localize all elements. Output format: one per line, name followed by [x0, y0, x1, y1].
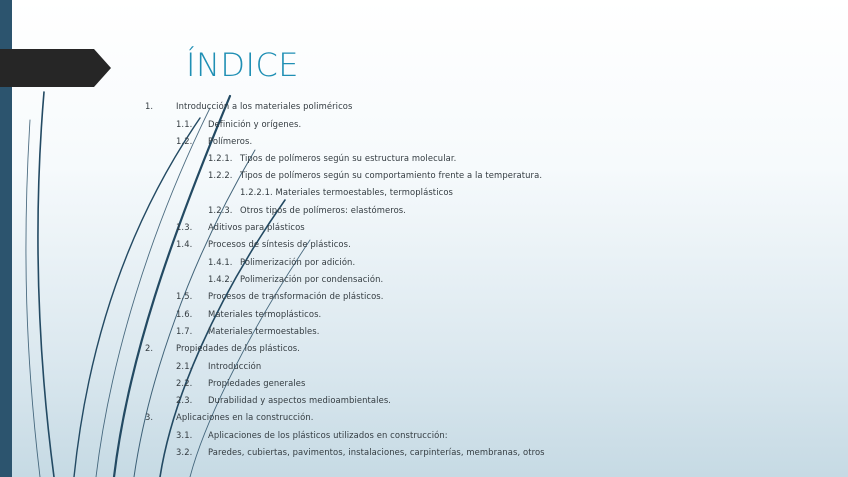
toc-item-number: 1.2.2. — [208, 170, 233, 180]
toc-item-number: 3.1. — [176, 430, 193, 440]
toc-item-text: 1.2.2.1. Materiales termoestables, termoplásticos — [240, 187, 454, 197]
toc-item-number: 2.3. — [176, 395, 193, 405]
toc-item-number: 1.3. — [176, 222, 193, 232]
toc-item — [176, 309, 838, 321]
toc-item-text: Definición y orígenes. — [208, 119, 302, 129]
toc-item — [208, 170, 838, 182]
toc-item-text: Aplicaciones en la construcción. — [176, 412, 314, 422]
toc-item — [145, 101, 838, 113]
toc-item — [176, 239, 838, 251]
toc-item — [176, 361, 838, 373]
toc-item-text: Paredes, cubiertas, pavimentos, instalaciones, carpinterías, membranas, otros — [208, 447, 545, 457]
toc-item — [176, 447, 838, 459]
toc-item-number: 1.2.1. — [208, 153, 233, 163]
toc-item-number: 2. — [145, 343, 154, 353]
toc-item-number: 1.6. — [176, 309, 193, 319]
toc-item-text: Otros tipos de polímeros: elastómeros. — [240, 205, 407, 215]
toc-item-text: Durabilidad y aspectos medioambientales. — [208, 395, 392, 405]
toc-item — [176, 326, 838, 338]
toc-item-text: Procesos de transformación de plásticos. — [208, 291, 384, 301]
toc-item-number: 1.2.3. — [208, 205, 233, 215]
toc-item-number: 1.4.1. — [208, 257, 233, 267]
toc-item — [176, 119, 838, 131]
toc-item-text: Materiales termoestables. — [208, 326, 320, 336]
toc-item — [176, 136, 838, 148]
toc-item — [176, 430, 838, 442]
toc-item-text: Aplicaciones de los plásticos utilizados en construcción: — [208, 430, 448, 440]
toc-item-number: 3.2. — [176, 447, 193, 457]
toc-item-text: Tipos de polímeros según su estructura molecular. — [240, 153, 457, 163]
toc-item-text: Propiedades generales — [208, 378, 306, 388]
toc-item — [176, 378, 838, 390]
toc-item — [208, 257, 838, 269]
toc-item-text: Polímeros. — [208, 136, 253, 146]
toc-item-number: 1. — [145, 101, 154, 111]
toc-item — [208, 205, 838, 217]
toc-item-number: 1.2. — [176, 136, 193, 146]
toc-item-text: Polimerización por adición. — [240, 257, 356, 267]
toc-item-number: 1.1. — [176, 119, 193, 129]
toc-item-number: 1.5. — [176, 291, 193, 301]
toc-item-number: 1.4. — [176, 239, 193, 249]
toc-item-number: 2.2. — [176, 378, 193, 388]
toc-item-text: Tipos de polímeros según su comportamiento frente a la temperatura. — [240, 170, 543, 180]
toc-item — [208, 153, 838, 165]
toc-item-number: 2.1. — [176, 361, 193, 371]
toc-item — [176, 395, 838, 407]
toc-item — [145, 412, 838, 424]
toc-item — [208, 274, 838, 286]
toc-item — [176, 222, 838, 234]
toc-item-text: Aditivos para plásticos — [208, 222, 305, 232]
toc-item-text: Introducción a los materiales poliméricos — [176, 101, 353, 111]
toc-item — [176, 291, 838, 303]
toc-item-number: 3. — [145, 412, 154, 422]
toc-item-text: Procesos de síntesis de plásticos. — [208, 239, 351, 249]
toc-item-text: Polimerización por condensación. — [240, 274, 384, 284]
slide-title: ÍNDICE — [186, 46, 300, 84]
toc-item — [145, 343, 838, 355]
toc-item-number: 1.7. — [176, 326, 193, 336]
toc-item — [240, 187, 838, 199]
toc-item-text: Materiales termoplásticos. — [208, 309, 322, 319]
toc-item-text: Introducción — [208, 361, 262, 371]
toc-item-text: Propiedades de los plásticos. — [176, 343, 301, 353]
toc-item-number: 1.4.2. — [208, 274, 233, 284]
